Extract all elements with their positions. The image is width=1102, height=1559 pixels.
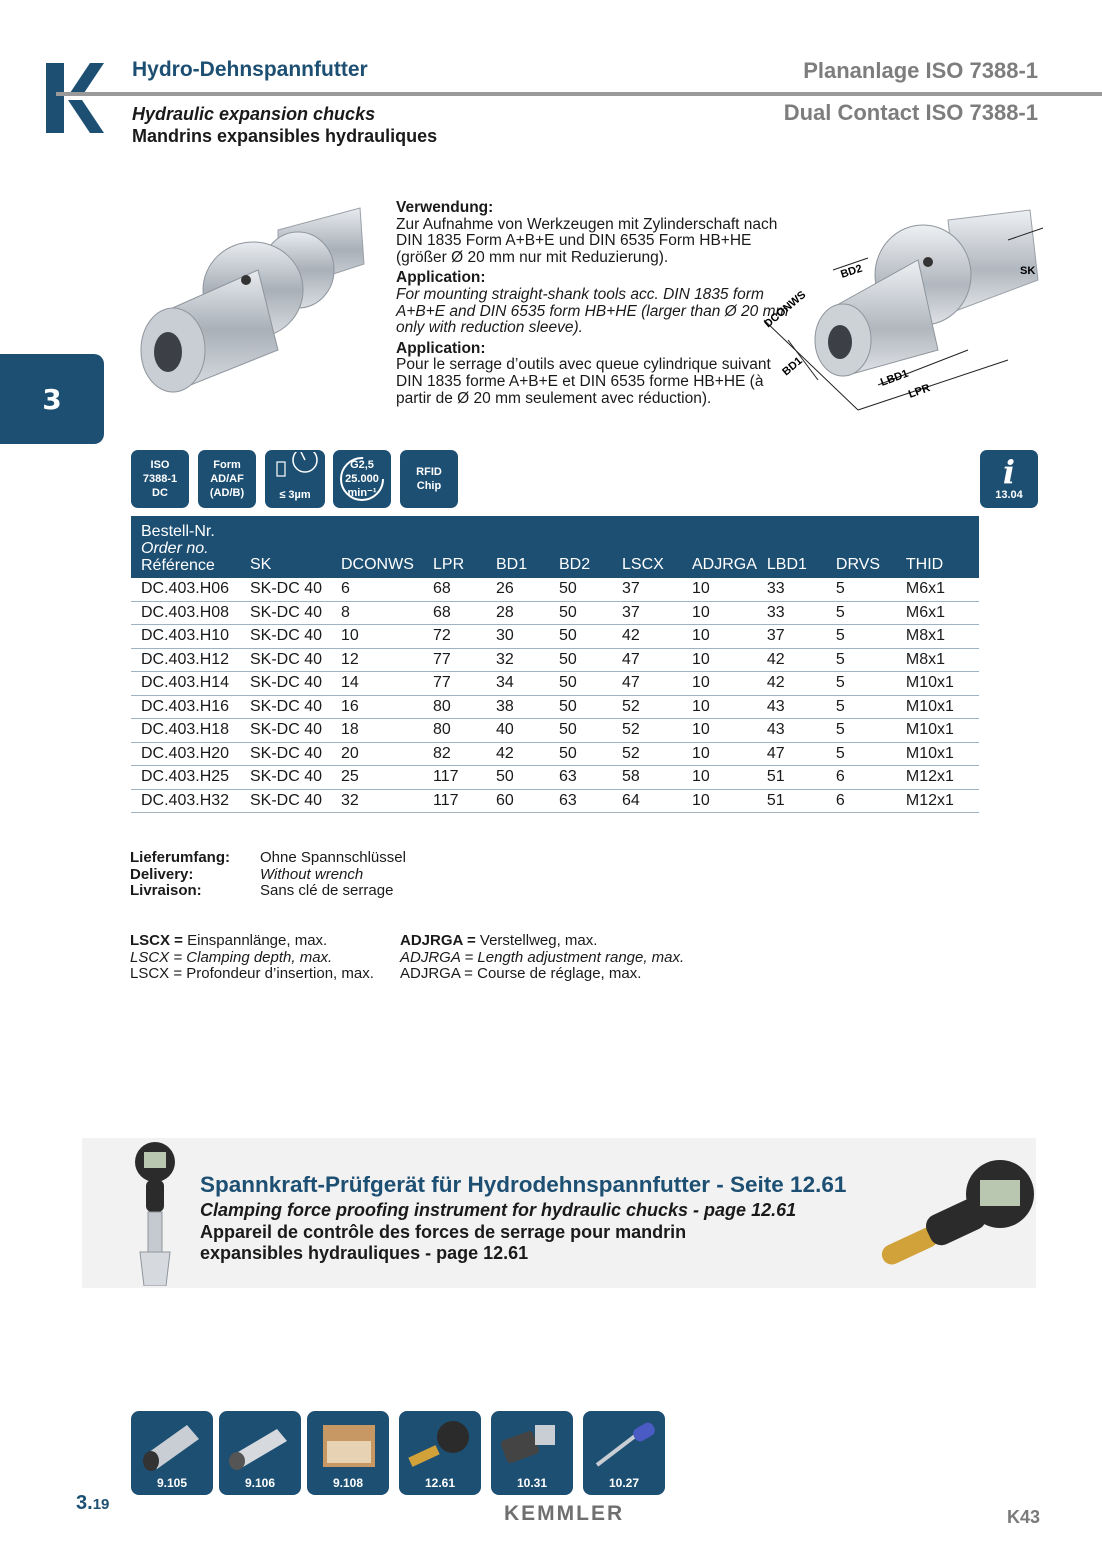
table-cell: 63	[549, 766, 612, 790]
table-cell: 77	[423, 648, 486, 672]
table-cell: 32	[486, 648, 549, 672]
table-cell: SK-DC 40	[240, 742, 331, 766]
table-cell: M8x1	[896, 625, 979, 649]
table-cell: 8	[331, 601, 423, 625]
usage-text-fr: Pour le serrage d’outils avec queue cylindrique suivant DIN 1835 forme A+B+E et DIN 6535 forme HB+HE (à partir de Ø 20 mm seulement avec réduction).	[396, 356, 771, 407]
order-number-cell: DC.403.H12	[131, 648, 240, 672]
rfid-badge: RFID Chip	[400, 450, 458, 508]
table-cell: 117	[423, 789, 486, 813]
table-cell: 50	[549, 742, 612, 766]
kemmler-logo	[46, 63, 104, 133]
table-cell: 10	[682, 789, 757, 813]
table-cell: 14	[331, 672, 423, 696]
table-cell: 32	[331, 789, 423, 813]
table-cell: 10	[331, 625, 423, 649]
table-cell: 42	[612, 625, 682, 649]
table-cell: 52	[612, 742, 682, 766]
table-cell: 52	[612, 695, 682, 719]
table-cell: 12	[331, 648, 423, 672]
table-cell: 5	[826, 625, 896, 649]
iso-badge: ISO 7388-1 DC	[131, 450, 189, 508]
table-row	[131, 625, 979, 649]
table-cell: 42	[486, 742, 549, 766]
header-rule	[56, 92, 1102, 96]
table-cell: 5	[826, 601, 896, 625]
order-number-cell: DC.403.H10	[131, 625, 240, 649]
table-row	[131, 695, 979, 719]
table-cell: 43	[757, 695, 826, 719]
table-cell: 10	[682, 695, 757, 719]
table-cell: 52	[612, 719, 682, 743]
delivery-labels: Lieferumfang: Delivery: Livraison:	[130, 849, 231, 899]
table-header-row	[131, 516, 979, 578]
table-cell: 33	[757, 578, 826, 601]
table-cell: 33	[757, 601, 826, 625]
table-cell: M12x1	[896, 789, 979, 813]
wrench-icon	[583, 1411, 665, 1475]
dimension-drawing	[758, 200, 1048, 430]
table-cell: 68	[423, 578, 486, 601]
table-row	[131, 601, 979, 625]
table-cell: 10	[682, 742, 757, 766]
order-number-cell: DC.403.H25	[131, 766, 240, 790]
page-title-fr: Mandrins expansibles hydrauliques	[132, 126, 438, 146]
force-tester-icon	[399, 1411, 481, 1475]
table-cell: 50	[486, 766, 549, 790]
label-dconws: DCONWS	[762, 288, 809, 331]
table-cell: 10	[682, 578, 757, 601]
label-bd2: BD2	[839, 262, 864, 281]
pull-stud-icon	[491, 1411, 573, 1475]
table-cell: 6	[826, 789, 896, 813]
info-reference: 13.04	[995, 489, 1023, 501]
order-number-cell: DC.403.H06	[131, 578, 240, 601]
table-cell: SK-DC 40	[240, 601, 331, 625]
legend-adjrga: ADJRGA = Verstellweg, max. ADJRGA = Length adjustment range, max. ADJRGA = Course de réglage, max.	[400, 932, 685, 982]
usage-label-fr: Application:	[396, 339, 486, 357]
banner-title-fr[interactable]: Appareil de contrôle des forces de serrage pour mandrin expansibles hydrauliques - page 12.61	[200, 1222, 687, 1263]
catalog-code: K43	[1006, 1507, 1040, 1527]
thumb-1031[interactable]: 10.31	[491, 1411, 573, 1495]
table-cell: 50	[549, 625, 612, 649]
header-col: THID	[896, 516, 979, 578]
table-cell: 37	[757, 625, 826, 649]
table-cell: SK-DC 40	[240, 766, 331, 790]
table-cell: 42	[757, 672, 826, 696]
page-number: 3.19	[76, 1492, 110, 1514]
table-cell: 47	[612, 672, 682, 696]
table-cell: 50	[549, 695, 612, 719]
order-number-cell: DC.403.H18	[131, 719, 240, 743]
usage-label-en: Application:	[396, 269, 486, 287]
table-cell: 47	[757, 742, 826, 766]
sleeve-set-box-icon	[307, 1411, 389, 1475]
table-cell: M6x1	[896, 578, 979, 601]
table-row	[131, 719, 979, 743]
table-cell: 34	[486, 672, 549, 696]
label-lpr: LPR	[906, 382, 932, 401]
table-cell: 10	[682, 601, 757, 625]
table-cell: 5	[826, 578, 896, 601]
table-cell: 37	[612, 601, 682, 625]
usage-text-de: Zur Aufnahme von Werkzeugen mit Zylinderschaft nach DIN 1835 Form A+B+E und DIN 6535 Form HB+HE (größer Ø 20 mm nur mit Reduzierung).	[396, 215, 778, 266]
table-cell: 6	[331, 578, 423, 601]
table-cell: SK-DC 40	[240, 719, 331, 743]
header-col: BD2	[549, 516, 612, 578]
table-cell: 26	[486, 578, 549, 601]
header-col: DCONWS	[331, 516, 423, 578]
table-cell: SK-DC 40	[240, 789, 331, 813]
header-col: LPR	[423, 516, 486, 578]
header-col: DRVS	[826, 516, 896, 578]
table-cell: 37	[612, 578, 682, 601]
table-cell: M10x1	[896, 695, 979, 719]
sleeve-icon	[219, 1411, 301, 1475]
table-row	[131, 578, 979, 601]
table-cell: 77	[423, 672, 486, 696]
header-col: LBD1	[757, 516, 826, 578]
table-cell: 5	[826, 695, 896, 719]
table-cell: 5	[826, 672, 896, 696]
table-cell: SK-DC 40	[240, 578, 331, 601]
order-number-cell: DC.403.H20	[131, 742, 240, 766]
table-cell: 47	[612, 648, 682, 672]
table-row	[131, 789, 979, 813]
standard-de: Plananlage ISO 7388-1	[803, 58, 1038, 83]
table-cell: M6x1	[896, 601, 979, 625]
table-cell: 63	[549, 789, 612, 813]
table-cell: 117	[423, 766, 486, 790]
standard-en: Dual Contact ISO 7388-1	[783, 100, 1038, 125]
thumb-1027[interactable]: 10.27	[583, 1411, 665, 1495]
product-table	[131, 516, 979, 813]
table-cell: 10	[682, 672, 757, 696]
table-cell: 5	[826, 648, 896, 672]
table-cell: 50	[549, 648, 612, 672]
runout-value: ≤ 3µm	[279, 489, 311, 501]
thumb-9106[interactable]: 9.106	[219, 1411, 301, 1495]
table-cell: 5	[826, 742, 896, 766]
table-row	[131, 672, 979, 696]
table-cell: M10x1	[896, 742, 979, 766]
table-cell: SK-DC 40	[240, 625, 331, 649]
runout-badge	[265, 450, 325, 508]
info-badge[interactable]	[980, 450, 1038, 508]
table-row	[131, 648, 979, 672]
table-cell: M10x1	[896, 672, 979, 696]
table-cell: 10	[682, 766, 757, 790]
table-cell: 38	[486, 695, 549, 719]
table-cell: 6	[826, 766, 896, 790]
table-cell: 80	[423, 695, 486, 719]
table-cell: 82	[423, 742, 486, 766]
form-badge: Form AD/AF (AD/B)	[198, 450, 256, 508]
table-cell: M10x1	[896, 719, 979, 743]
table-row	[131, 742, 979, 766]
tester-vertical-image	[130, 1140, 180, 1286]
table-cell: 30	[486, 625, 549, 649]
usage-label-de: Verwendung:	[396, 199, 494, 216]
reduction-sleeve-icon	[131, 1411, 213, 1475]
table-cell: 60	[486, 789, 549, 813]
info-icon: i	[1002, 453, 1016, 491]
order-number-cell: DC.403.H16	[131, 695, 240, 719]
balance-badge: G2,5 25.000 min⁻¹	[333, 450, 391, 508]
page-title-en: Hydraulic expansion chucks	[132, 104, 376, 124]
label-lbd1: LBD1	[878, 367, 911, 389]
table-cell: 68	[423, 601, 486, 625]
table-cell: 18	[331, 719, 423, 743]
table-cell: 50	[549, 672, 612, 696]
thumb-1261[interactable]: 12.61	[399, 1411, 481, 1495]
order-number-cell: DC.403.H32	[131, 789, 240, 813]
table-cell: 51	[757, 789, 826, 813]
table-cell: 58	[612, 766, 682, 790]
table-cell: 50	[549, 601, 612, 625]
table-cell: SK-DC 40	[240, 672, 331, 696]
description	[396, 200, 796, 407]
product-photo	[128, 200, 368, 410]
table-cell: 10	[682, 625, 757, 649]
rotation-icon	[337, 454, 387, 504]
table-cell: 28	[486, 601, 549, 625]
banner-title-de[interactable]: Spannkraft-Prüfgerät für Hydrodehnspannfutter - Seite 12.61	[200, 1172, 847, 1197]
usage-text-en: For mounting straight-shank tools acc. DIN 1835 form A+B+E and DIN 6535 form HB+HE (larger than Ø 20 mm only with reduction sleeve).	[396, 285, 789, 337]
table-cell: SK-DC 40	[240, 648, 331, 672]
thumb-9108[interactable]: 9.108	[307, 1411, 389, 1495]
order-number-cell: DC.403.H08	[131, 601, 240, 625]
label-bd1: BD1	[780, 354, 805, 379]
table-cell: 51	[757, 766, 826, 790]
legend-lscx: LSCX = Einspannlänge, max. LSCX = Clamping depth, max. LSCX = Profondeur d’insertion, max.	[130, 932, 374, 982]
tester-horizontal-image	[876, 1154, 1036, 1274]
banner-title-en[interactable]: Clamping force proofing instrument for hydraulic chucks - page 12.61	[200, 1200, 797, 1220]
table-cell: 42	[757, 648, 826, 672]
table-cell: 25	[331, 766, 423, 790]
table-cell: 10	[682, 648, 757, 672]
table-cell: 64	[612, 789, 682, 813]
header-col: LSCX	[612, 516, 682, 578]
table-cell: 50	[549, 578, 612, 601]
header-col: ADJRGA	[682, 516, 757, 578]
table-cell: 16	[331, 695, 423, 719]
table-cell: SK-DC 40	[240, 695, 331, 719]
table-cell: M12x1	[896, 766, 979, 790]
table-cell: 20	[331, 742, 423, 766]
table-row	[131, 766, 979, 790]
table-cell: 10	[682, 719, 757, 743]
table-cell: M8x1	[896, 648, 979, 672]
header-col: SK	[240, 516, 331, 578]
table-cell: 5	[826, 719, 896, 743]
header-col: BD1	[486, 516, 549, 578]
brand-name: KEMMLER	[504, 1502, 625, 1525]
dial-gauge-icon	[271, 452, 321, 482]
table-cell: 43	[757, 719, 826, 743]
table-cell: 72	[423, 625, 486, 649]
table-cell: 40	[486, 719, 549, 743]
delivery-values: Ohne Spannschlüssel Without wrench Sans clé de serrage	[260, 849, 406, 899]
label-sk: SK	[1020, 265, 1036, 277]
table-cell: 80	[423, 719, 486, 743]
chapter-tab[interactable]: 3	[0, 354, 104, 444]
table-cell: 50	[549, 719, 612, 743]
page-title-de: Hydro-Dehnspannfutter	[132, 58, 368, 81]
header-order-no: Bestell-Nr. Order no. Référence	[131, 516, 240, 578]
thumb-9105[interactable]: 9.105	[131, 1411, 213, 1495]
order-number-cell: DC.403.H14	[131, 672, 240, 696]
